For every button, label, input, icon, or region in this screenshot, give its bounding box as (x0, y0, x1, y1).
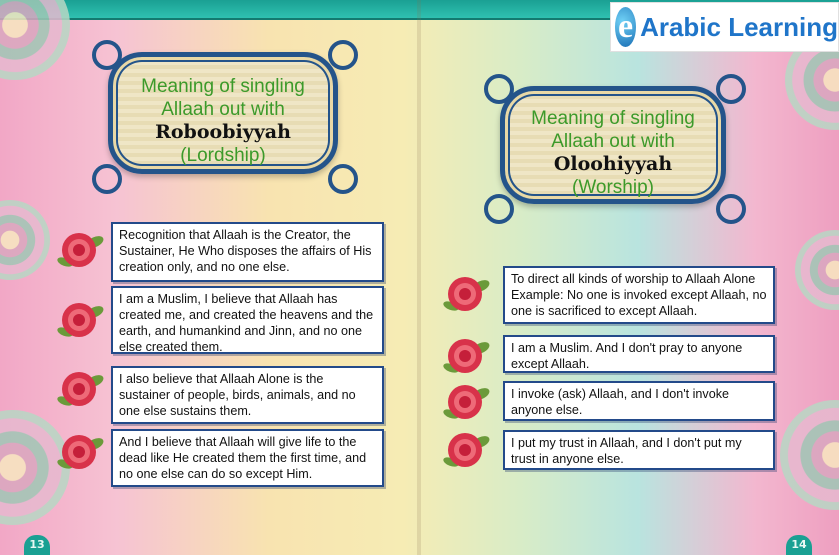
flourish-icon (328, 40, 358, 70)
left-title-line2: Allaah out with (161, 99, 285, 120)
left-title-frame (108, 52, 338, 174)
rose-icon (441, 272, 491, 316)
flourish-icon (484, 194, 514, 224)
flourish-icon (92, 164, 122, 194)
right-list-item: I am a Muslim. And I don't pray to anyone except Allaah. (503, 335, 775, 373)
rose-icon (55, 228, 105, 272)
mandala-ornament-left-middle (0, 200, 50, 280)
rose-icon (441, 334, 491, 378)
right-title-term: Oloohiyyah (553, 153, 673, 175)
left-title-line1: Meaning of singling (141, 76, 305, 97)
page-number-left: 13 (24, 535, 50, 555)
right-title-sub: (Worship) (572, 177, 654, 198)
right-list-item: I put my trust in Allaah, and I don't put my trust in anyone else. (503, 430, 775, 470)
left-title-sub: (Lordship) (180, 145, 266, 166)
rose-icon (441, 380, 491, 424)
rose-icon (55, 298, 105, 342)
logo-text: Arabic Learning (640, 11, 838, 42)
left-list-item: Recognition that Allaah is the Creator, the Sustainer, He Who disposes the affairs of His creation only, and no one else. (111, 222, 384, 282)
flourish-icon (716, 74, 746, 104)
flourish-icon (484, 74, 514, 104)
mandala-ornament-right-middle (795, 230, 839, 310)
left-list-item: And I believe that Allaah will give life to the dead like He created them the first time, and no one else can do so except Him. (111, 429, 384, 487)
right-title-frame (500, 86, 726, 204)
rose-icon (55, 367, 105, 411)
left-list-item: I also believe that Allaah Alone is the sustainer of people, birds, animals, and no one else sustains them. (111, 366, 384, 424)
rose-icon (441, 428, 491, 472)
left-list-item: I am a Muslim, I believe that Allaah has created me, and created the heavens and the earth, and humankind and Jinn, and no one else created them. (111, 286, 384, 354)
earabic-learning-logo (610, 2, 839, 52)
flourish-icon (716, 194, 746, 224)
book-spine (417, 0, 421, 555)
flourish-icon (92, 40, 122, 70)
mandala-ornament-top-left (0, 0, 70, 80)
right-list-item: To direct all kinds of worship to Allaah Alone Example: No one is invoked except Allaah, no one is sacrificed to except Allaah. (503, 266, 775, 324)
mandala-ornament-bottom-right (780, 400, 839, 510)
flourish-icon (328, 164, 358, 194)
rose-icon (55, 430, 105, 474)
logo-e-icon: e (615, 7, 636, 47)
right-list-item: I invoke (ask) Allaah, and I don't invoke anyone else. (503, 381, 775, 421)
right-title-line2: Allaah out with (551, 131, 675, 152)
right-title-line1: Meaning of singling (531, 108, 695, 129)
page-number-right: 14 (786, 535, 812, 555)
left-title-term: Roboobiyyah (155, 121, 291, 143)
